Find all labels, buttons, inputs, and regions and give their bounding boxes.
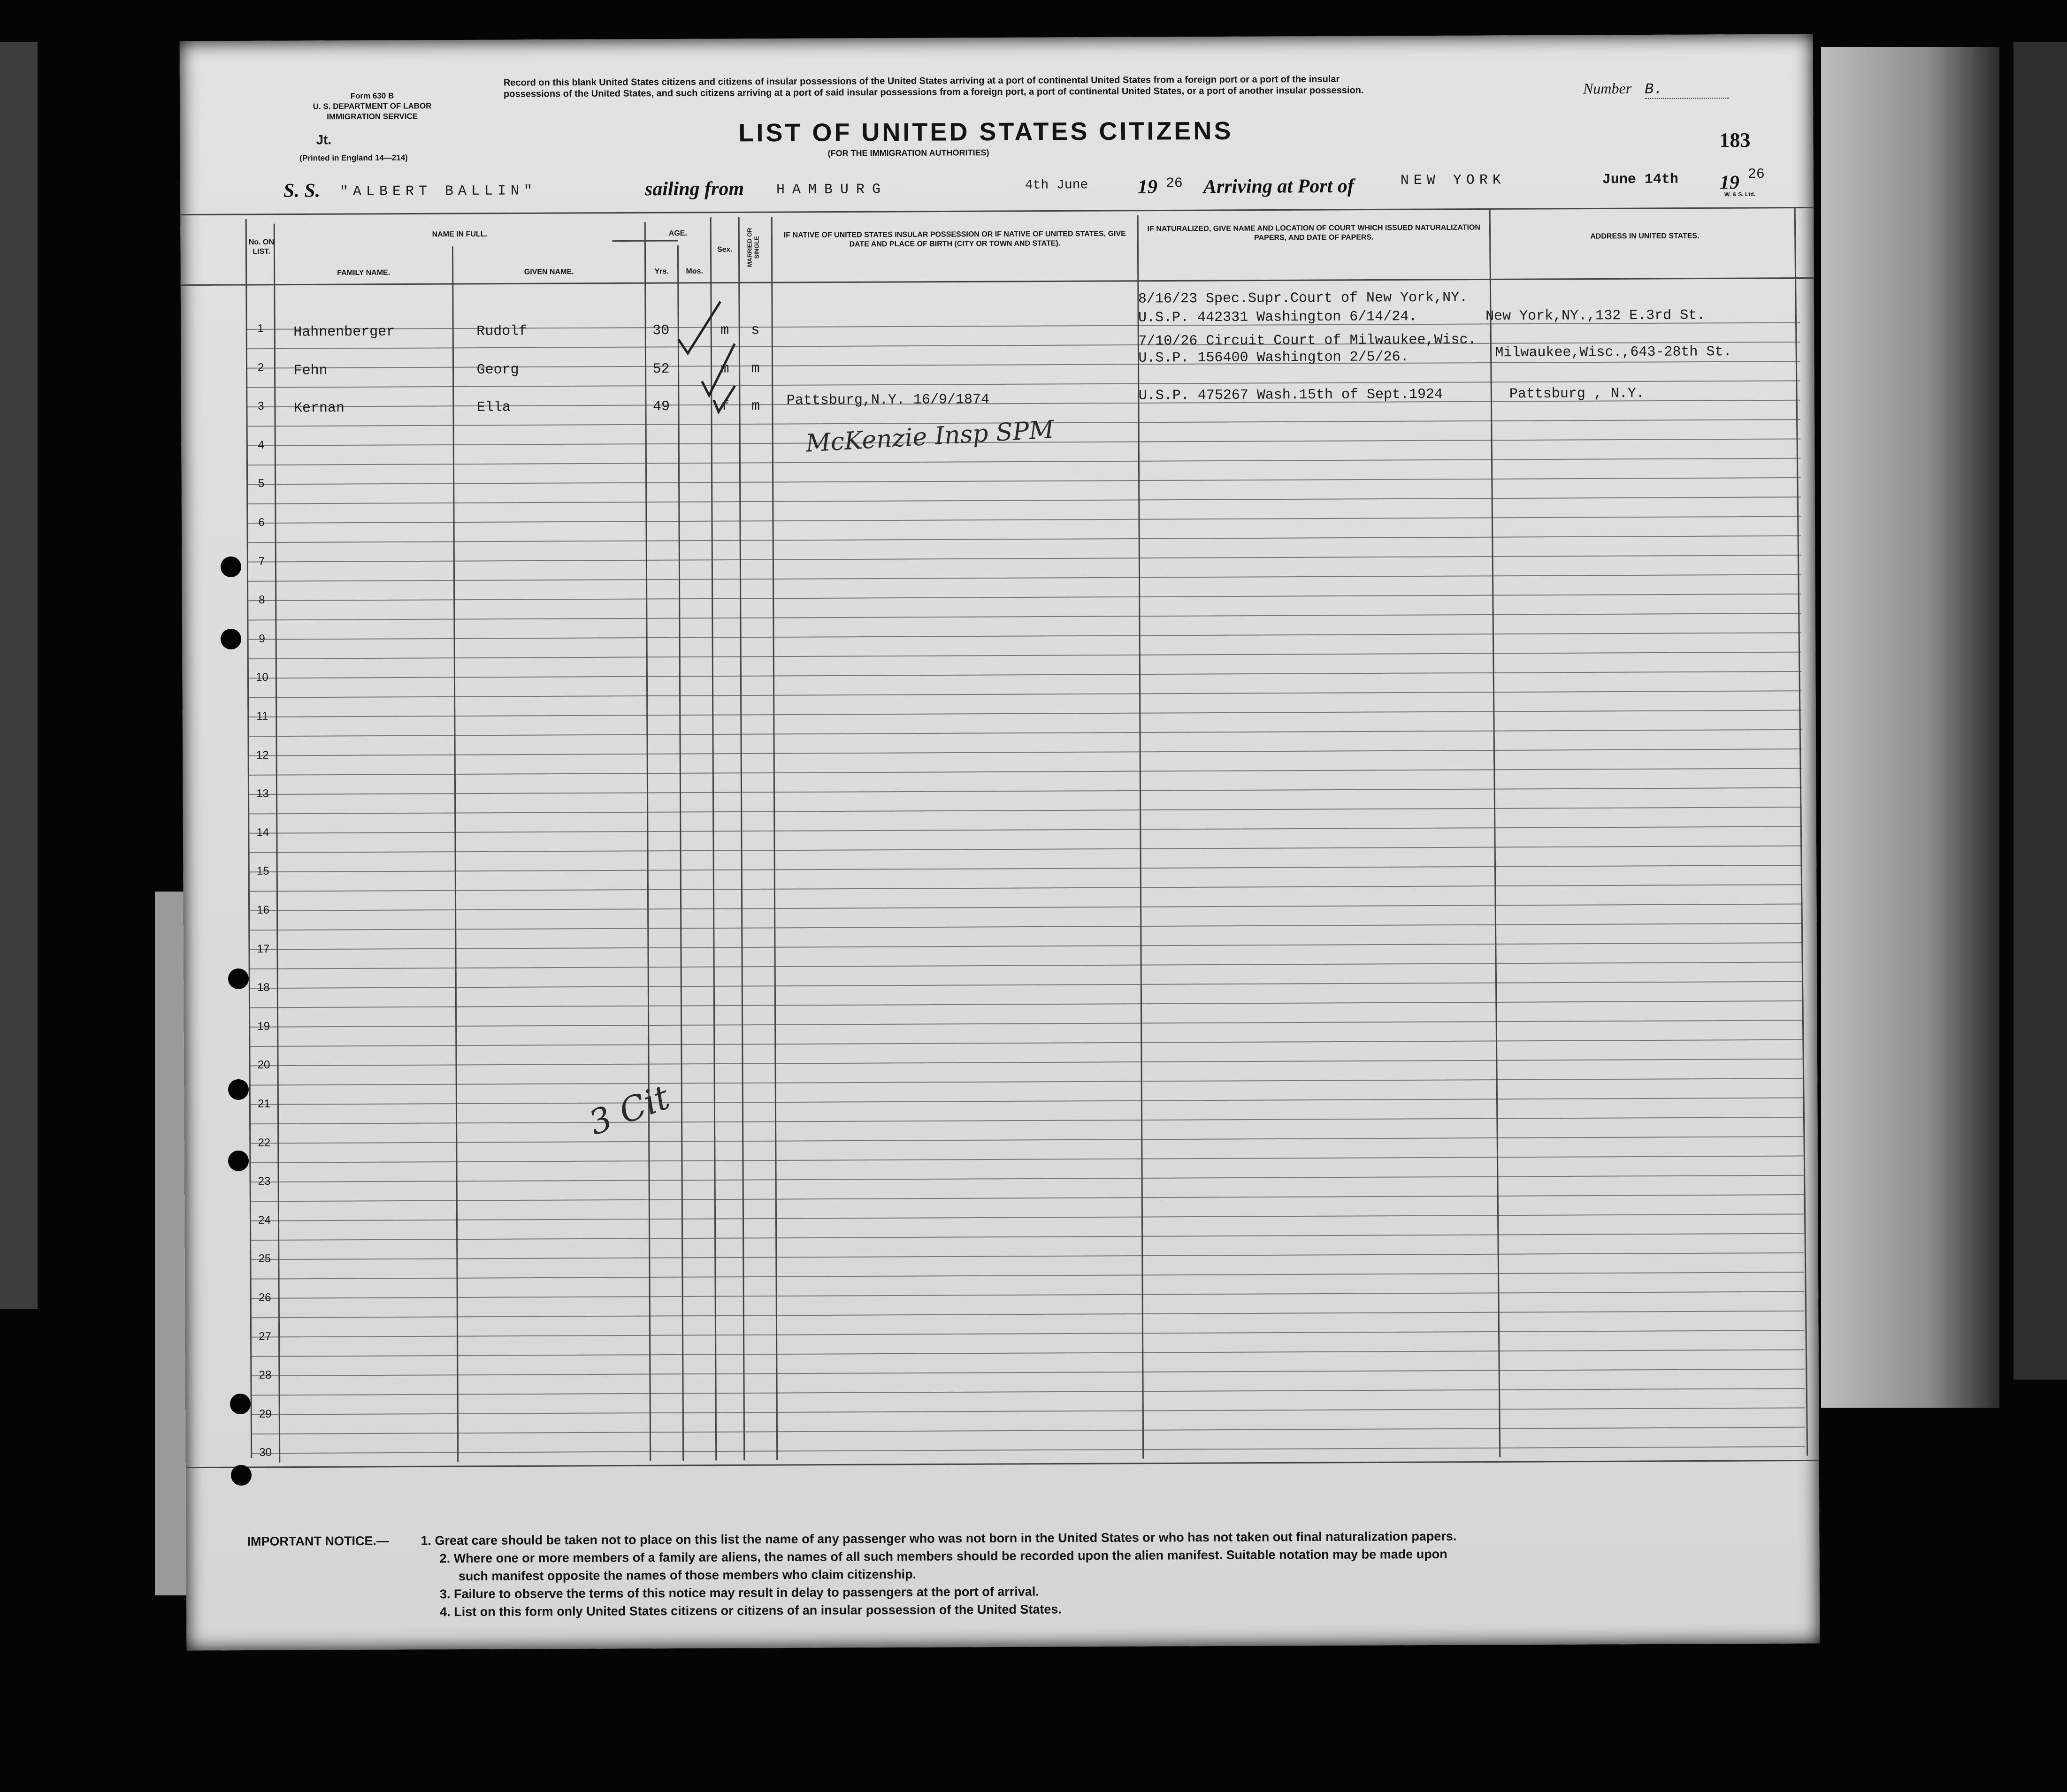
sex: m <box>720 322 729 339</box>
row-number: 14 <box>256 826 269 839</box>
row-number: 6 <box>258 516 265 529</box>
ruled-line <box>247 555 1801 562</box>
punch-hole <box>228 968 249 989</box>
col-age-mos: Mos. <box>686 267 703 275</box>
page-title: LIST OF UNITED STATES CITIZENS <box>738 116 1233 147</box>
ruled-line <box>249 865 1802 872</box>
ruled-line <box>249 943 1803 949</box>
citizen-tally: 3 Cit <box>583 1077 675 1143</box>
row-number: 20 <box>257 1059 270 1072</box>
row-number: 1 <box>257 322 264 335</box>
ruled-line <box>251 1253 1804 1259</box>
row-number: 13 <box>256 787 269 801</box>
punch-hole <box>230 1394 251 1414</box>
given-name: Georg <box>476 362 519 378</box>
ruled-line <box>251 1234 1804 1240</box>
marital-status: m <box>751 398 760 415</box>
ship-name: "ALBERT BALLIN" <box>339 183 537 200</box>
row-number: 11 <box>256 709 268 723</box>
age: 52 <box>652 361 670 378</box>
ruled-line <box>247 497 1801 503</box>
naturalization-papers: U.S.P. 156400 Washington 2/5/26. <box>1138 349 1409 366</box>
ruled-line <box>250 1098 1803 1105</box>
ruled-line <box>247 478 1801 484</box>
ruled-line <box>249 962 1803 968</box>
row-number: 30 <box>259 1446 272 1459</box>
row-number: 18 <box>257 981 270 994</box>
row-number: 17 <box>257 942 270 955</box>
ruled-line <box>248 574 1801 581</box>
film-edge-right <box>2013 42 2067 1380</box>
row-number: 5 <box>258 477 265 490</box>
sex: m <box>720 361 729 377</box>
ruled-line <box>250 1175 1804 1182</box>
row-number: 3 <box>258 400 264 413</box>
notice-item-1: 1. Great care should be taken not to place on this list the name of any passenger who was not born in the United States or who has not taken out final naturalization papers. <box>421 1529 1457 1548</box>
ruled-line <box>251 1369 1805 1376</box>
row-number: 21 <box>257 1097 270 1110</box>
ruled-line <box>247 517 1801 523</box>
number-value: B. <box>1645 80 1729 99</box>
ruled-line <box>251 1311 1804 1318</box>
col-no-on-list: No. ON LIST. <box>248 238 275 256</box>
col-married-single: MARRIED OR SINGLE <box>746 228 760 267</box>
ruled-line <box>248 594 1801 601</box>
ruled-line <box>250 1156 1804 1162</box>
arriving-label: Arriving at Port of <box>1203 175 1354 198</box>
naturalization-court: 8/16/23 Spec.Supr.Court of New York,NY. <box>1138 290 1468 307</box>
ruled-line <box>249 885 1802 891</box>
number-label <box>1583 79 1729 99</box>
row-number: 8 <box>258 594 265 607</box>
age: 30 <box>652 323 670 339</box>
naturalization-court: 7/10/26 Circuit Court of Milwaukee,Wisc. <box>1138 332 1477 350</box>
address: New York,NY.,132 E.3rd St. <box>1485 307 1706 325</box>
underlying-page-right <box>1821 47 1999 1408</box>
punch-hole <box>221 557 241 577</box>
ruled-line <box>251 1214 1804 1220</box>
row-number: 16 <box>257 903 270 916</box>
ruled-line <box>251 1408 1805 1414</box>
row-number: 23 <box>258 1174 271 1188</box>
row-number: 24 <box>258 1213 271 1227</box>
ruled-line <box>251 1272 1804 1279</box>
notice-label: IMPORTANT NOTICE.— <box>247 1533 390 1549</box>
ruled-line <box>247 536 1801 542</box>
ruled-line <box>250 1117 1804 1124</box>
arrival-port: NEW YORK <box>1400 172 1506 189</box>
given-name: Ella <box>476 399 511 416</box>
ruled-line <box>250 1195 1804 1201</box>
page-subtitle: (FOR THE IMMIGRATION AUTHORITIES) <box>827 148 989 158</box>
printer-mark: W. & S. Ltd. <box>1724 191 1756 198</box>
row-number: 10 <box>256 671 268 684</box>
row-number: 28 <box>259 1368 272 1382</box>
ruled-line <box>250 1059 1803 1066</box>
ss-label: S. S. <box>283 180 321 202</box>
ruled-line <box>250 1078 1803 1085</box>
col-sex: Sex. <box>717 245 733 254</box>
arrival-year: 26 <box>1747 166 1765 183</box>
ruled-line <box>250 1020 1803 1027</box>
row-number: 19 <box>257 1020 270 1033</box>
marital-status: s <box>751 322 760 339</box>
ruled-line <box>248 768 1802 775</box>
sail-year: 26 <box>1165 175 1183 192</box>
check-marks <box>669 282 763 424</box>
col-age: AGE. <box>668 229 687 238</box>
page-number: 183 <box>1719 129 1751 152</box>
ruled-line <box>251 1427 1805 1434</box>
ruled-line <box>251 1350 1805 1356</box>
from-port: HAMBURG <box>776 182 888 198</box>
service-name: IMMIGRATION SERVICE <box>327 112 418 122</box>
notice-item-2-cont: such manifest opposite the names of those members who claim citizenship. <box>458 1567 917 1584</box>
ruled-line <box>248 710 1802 717</box>
ruled-line <box>249 982 1803 988</box>
row-number: 15 <box>256 865 269 878</box>
film-edge-left <box>0 42 38 1309</box>
naturalization-papers: U.S.P. 475267 Wash.15th of Sept.1924 <box>1138 386 1443 404</box>
arrival-year-prefix: 19 <box>1719 172 1739 194</box>
inspector-signature: McKenzie Insp SPM <box>804 415 1055 458</box>
ruled-line <box>248 749 1802 755</box>
sail-year-prefix: 19 <box>1137 176 1158 198</box>
naturalization-papers: U.S.P. 442331 Washington 6/14/24. <box>1138 309 1417 326</box>
arrival-date: June 14th <box>1602 171 1678 188</box>
ruled-line <box>250 1040 1803 1046</box>
ruled-line <box>248 730 1802 736</box>
ruled-line <box>251 1292 1804 1298</box>
col-age-yrs: Yrs. <box>654 267 669 276</box>
sex: f <box>720 398 730 415</box>
ruled-line <box>249 904 1803 911</box>
address: Milwaukee,Wisc.,643-28th St. <box>1495 344 1732 361</box>
record-instructions: Record on this blank United States citizens and citizens of insular possessions of the United States arriving at a port of continental United States from a foreign port or a port of the insular possessions of the United States, and such citizens arriving at a port of said insular possessions from a foreign port, a port of continental United States, or a port of another insular possession. <box>503 74 1364 99</box>
family-name: Fehn <box>293 363 328 379</box>
ruled-line <box>252 1447 1805 1453</box>
manifest-sheet <box>180 34 1820 1650</box>
row-number: 12 <box>256 748 269 762</box>
row-number: 29 <box>259 1407 272 1420</box>
punch-hole <box>228 1079 249 1100</box>
ruled-line <box>249 788 1802 794</box>
punch-hole <box>221 629 241 649</box>
printed-note: (Printed in England 14—214) <box>299 153 408 163</box>
row-number: 2 <box>257 361 264 374</box>
ruled-line <box>249 846 1802 853</box>
ruled-line <box>247 458 1800 465</box>
ruled-line <box>251 1388 1805 1395</box>
address: Pattsburg , N.Y. <box>1509 385 1645 403</box>
sail-date: 4th June <box>1025 178 1088 193</box>
row-number: 7 <box>258 555 265 568</box>
row-number: 27 <box>259 1330 271 1343</box>
underlying-page-left <box>155 892 188 1595</box>
ruled-line <box>251 1330 1805 1337</box>
col-naturalized: IF NATURALIZED, GIVE NAME AND LOCATION OF COURT WHICH ISSUED NATURALIZATION PAPERS, AND DATE OF PAPERS. <box>1147 223 1480 242</box>
form-number: Form 630 B <box>350 91 394 101</box>
notice-item-2: 2. Where one or more members of a family are aliens, the names of all such members should be recorded upon the alien manifest. Suitable notation may be made upon <box>439 1547 1447 1566</box>
marital-status: m <box>751 361 760 377</box>
row-number: 22 <box>258 1136 271 1149</box>
row-number: 26 <box>258 1291 271 1304</box>
initials: Jt. <box>316 132 332 147</box>
ruled-line <box>248 613 1801 620</box>
ruled-line <box>249 923 1803 930</box>
punch-hole <box>231 1465 252 1486</box>
given-name: Rudolf <box>476 323 528 340</box>
ruled-line <box>250 1001 1803 1007</box>
birth-place-date: Pattsburg,N.Y. 16/9/1874 <box>786 392 990 409</box>
number-label-text: Number <box>1583 80 1632 97</box>
age: 49 <box>652 399 670 415</box>
notice-item-4: 4. List on this form only United States citizens or citizens of an insular possession of the United States. <box>440 1602 1062 1619</box>
col-family-name: FAMILY NAME. <box>337 268 390 277</box>
ruled-line <box>250 1136 1804 1143</box>
ruled-line <box>248 652 1801 659</box>
family-name: Hahnenberger <box>293 324 395 341</box>
row-number: 4 <box>258 438 265 451</box>
ruled-line <box>248 691 1802 697</box>
sailing-label: sailing from <box>644 178 744 200</box>
ruled-line <box>249 807 1802 814</box>
col-birth: IF NATIVE OF UNITED STATES INSULAR POSSESSION OR IF NATIVE OF UNITED STATES, GIVE DATE AND PLACE OF BIRTH (CITY OR TOWN AND STATE). <box>783 229 1126 249</box>
ruled-line <box>248 671 1801 678</box>
family-name: Kernan <box>293 400 345 417</box>
row-number: 25 <box>258 1252 271 1266</box>
punch-hole <box>228 1151 249 1171</box>
col-given-name: GIVEN NAME. <box>524 267 574 276</box>
col-address: ADDRESS IN UNITED STATES. <box>1590 232 1700 241</box>
row-number: 9 <box>259 632 265 645</box>
notice-item-3: 3. Failure to observe the terms of this notice may result in delay to passengers at the port of arrival. <box>439 1584 1039 1601</box>
department-name: U. S. DEPARTMENT OF LABOR <box>313 101 432 111</box>
ruled-line <box>248 633 1801 639</box>
ruled-line <box>249 826 1802 833</box>
col-name-in-full: NAME IN FULL. <box>432 230 488 239</box>
